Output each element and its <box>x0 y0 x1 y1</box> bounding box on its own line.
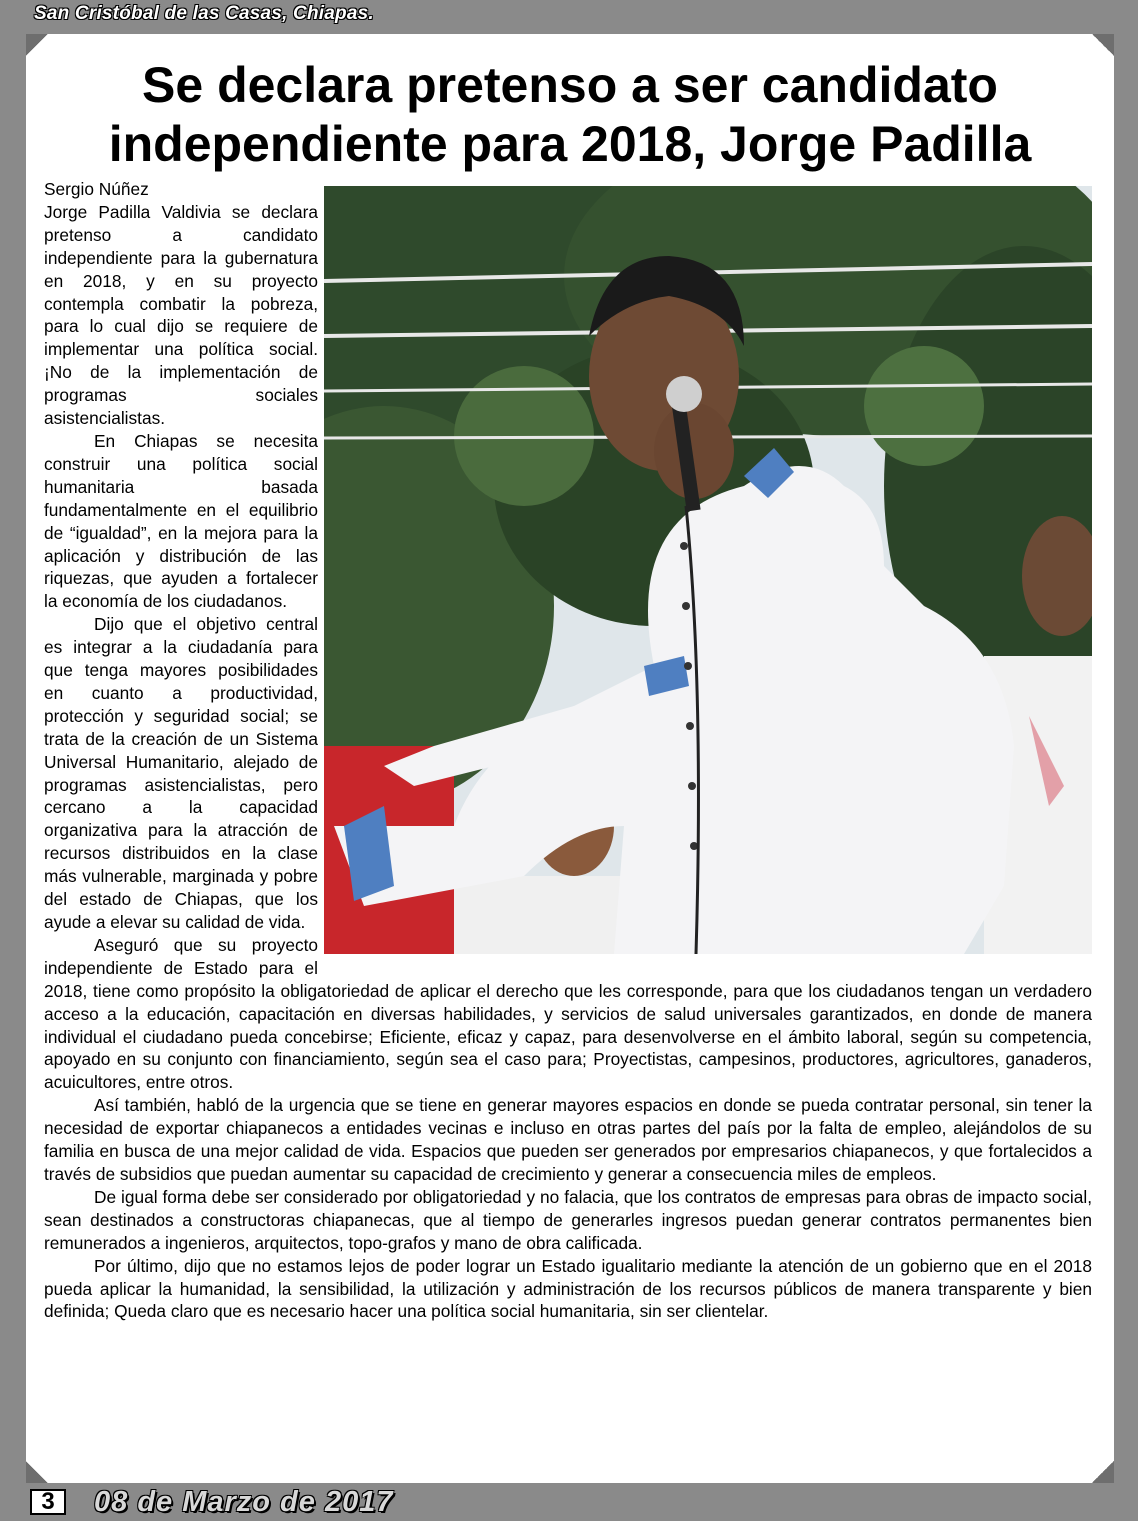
article-paragraph: Aseguró que su proyecto independiente de Estado para el 2018, tiene como propósito la obligatoriedad de aplicar el derecho que les corresponde, para que los ciudadanos tengan un verdadero acceso a la educación, capacitación en diversas habilidades, y servicios de salud universales garantizados, en donde de manera individual el ciudadano pueda concebirse; Eficiente, eficaz y capaz, para desenvolverse en el ámbito laboral, según su competencia, apoyado en su conjunto con financiamiento, según sea el caso para; Proyectistas, campesinos, productores, agricultores, ganaderos, acuicultores, entre otros. <box>44 934 1092 1093</box>
frame-corner-top-right <box>1092 34 1114 56</box>
frame-corner-bottom-left <box>26 1461 48 1483</box>
location-header: San Cristóbal de las Casas, Chiapas. <box>34 3 374 24</box>
issue-date: 08 de Marzo de 2017 <box>94 1486 394 1518</box>
headline-line-2: independiente para 2018, Jorge Padilla <box>108 116 1032 172</box>
article-body <box>44 178 1092 1323</box>
candidate-photo-illustration <box>324 186 1092 954</box>
article-paragraph: Jorge Padilla Valdivia se declara pretenso a candidato independiente para la gubernatura en 2018, y en su proyecto contempla combatir la pobreza, para lo cual dijo se requiere de implementar una política social. ¡No de la implementación de programas sociales asistencialistas. <box>44 201 318 429</box>
article-paragraph: Dijo que el objetivo central es integrar a la ciudadanía para que tenga mayores posibilidades en cuanto a productividad, protección y seguridad social; se trata de la creación de un Sistema Universal Humanitario, alejado de programas asistencialistas, pero cercano a la capacidad organizativa para la atracción de recursos distribuidos en la clase más vulnerable, marginada y pobre del estado de Chiapas, que los ayude a elevar su calidad de vida. <box>44 614 318 932</box>
right-frame-bar <box>1114 0 1138 1521</box>
frame-corner-bottom-right <box>1092 1461 1114 1483</box>
article-headline <box>40 56 1100 174</box>
left-frame-bar <box>0 0 26 1521</box>
candidate-photo <box>324 186 1092 954</box>
frame-corner-top-left <box>26 34 48 56</box>
article-paragraph: Por último, dijo que no estamos lejos de poder lograr un Estado igualitario mediante la atención de un gobierno que en el 2018 pueda aplicar la humanidad, la sensibilidad, la utilización y administración de los recursos públicos de manera transparente y bien definida; Queda claro que es necesario hacer una política social humanitaria, sin ser clientelar. <box>44 1255 1092 1322</box>
article-paragraph: En Chiapas se necesita construir una política social humanitaria basada fundamentalmente en el equilibrio de “igualdad”, en la mejora para la aplicación y distribución de las riquezas, que ayuden a fortalecer la economía de los ciudadanos. <box>44 430 318 612</box>
article-paragraph: Así también, habló de la urgencia que se tiene en generar mayores espacios en donde se pueda contratar personal, sin tener la necesidad de exportar chiapanecos a entidades vecinas e incluso en otras partes del país por la falta de empleo, alejándolos de su familia en busca de una mejor calidad de vida. Espacios que pueden ser generados por empresarios chiapanecos, y que fortalecidos a través de subsidios que puedan aumentar su capacidad de crecimiento y generar a consecuencia miles de empleos. <box>44 1095 1092 1184</box>
article-paragraph: De igual forma debe ser considerado por obligatoriedad y no falacia, que los contratos de empresas para obras de impacto social, sean destinados a constructoras chiapanecas, que al tiempo de generarles ingresos puedan generar contratos permanentes bien remunerados a ingenieros, arquitectos, topo-grafos y mano de obra calificada. <box>44 1186 1092 1253</box>
article-byline: Sergio Núñez <box>44 179 149 199</box>
headline-line-1: Se declara pretenso a ser candidato <box>142 57 998 113</box>
page-number-badge: 3 <box>30 1489 66 1515</box>
